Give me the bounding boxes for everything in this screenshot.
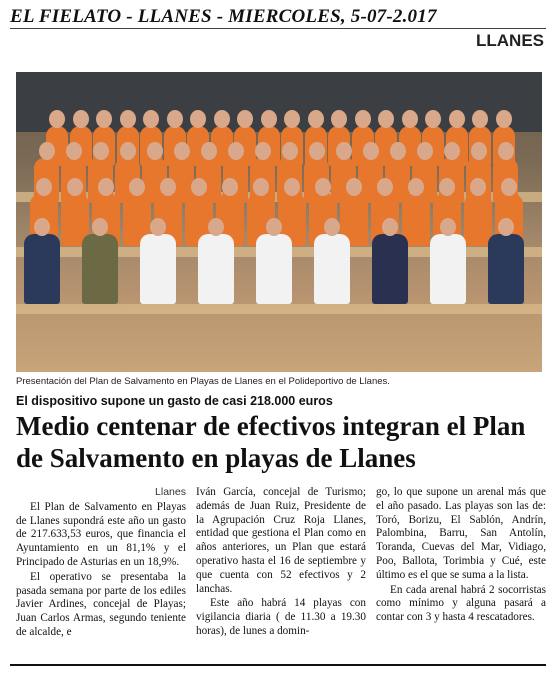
photo-figure-head bbox=[147, 142, 163, 160]
photo-figure-head bbox=[174, 142, 190, 160]
article-paragraph: Este año habrá 14 playas con vigilancia diaria ( de 11.30 a 19.30 horas), de lunes a domin- bbox=[196, 597, 366, 637]
photo-figure-head bbox=[73, 110, 89, 128]
photo-figure-head bbox=[49, 110, 65, 128]
photo-figure-head bbox=[98, 178, 114, 196]
photo-figure-head bbox=[129, 178, 145, 196]
photo-figure bbox=[372, 234, 408, 304]
photo-figure-head bbox=[402, 110, 418, 128]
photo-figure-head bbox=[39, 142, 55, 160]
photo-figure-head bbox=[501, 178, 517, 196]
photo-figure-head bbox=[470, 178, 486, 196]
photo-figure-head bbox=[425, 110, 441, 128]
photo-figure-head bbox=[237, 110, 253, 128]
photo-figure-head bbox=[315, 178, 331, 196]
photo-figure bbox=[314, 234, 350, 304]
section-label: LLANES bbox=[476, 31, 544, 50]
photo-figure-head bbox=[498, 218, 514, 236]
photo-figure-head bbox=[253, 178, 269, 196]
photo-figure-head bbox=[92, 218, 108, 236]
photo-figure-head bbox=[66, 142, 82, 160]
photo-figure-head bbox=[308, 110, 324, 128]
article-column-3 bbox=[376, 486, 546, 625]
photo-figure-head bbox=[96, 110, 112, 128]
photo-figure-head bbox=[150, 218, 166, 236]
article-paragraph: En cada arenal habrá 2 socorristas como mínimo y alguna pasará a contar con 3 y hasta 4 rescatadores. bbox=[376, 583, 546, 624]
photo-figure-head bbox=[167, 110, 183, 128]
photo-figure-head bbox=[36, 178, 52, 196]
photo-figure-head bbox=[331, 110, 347, 128]
photo-figure-head bbox=[439, 178, 455, 196]
photo-figure-head bbox=[417, 142, 433, 160]
photo-figure-head bbox=[498, 142, 514, 160]
photo-figure bbox=[464, 194, 492, 246]
photo-figure-head bbox=[309, 142, 325, 160]
photo-figure-head bbox=[214, 110, 230, 128]
photo-figure-head bbox=[255, 142, 271, 160]
photo-figure-head bbox=[496, 110, 512, 128]
photo-figure-head bbox=[284, 110, 300, 128]
masthead: EL FIELATO - LLANES - MIERCOLES, 5-07-2.017 bbox=[10, 6, 437, 27]
photo-figure bbox=[430, 234, 466, 304]
photo-figure-head bbox=[355, 110, 371, 128]
photo-figure-head bbox=[143, 110, 159, 128]
article-paragraph: El Plan de Salvamento en Playas de Llanes supondrá este año un gasto de 217.633,53 euros, que financia el Ayuntamiento en un 81,1% y el Principado de Asturias en un 18,9%. bbox=[16, 500, 186, 568]
photo-figure-head bbox=[390, 142, 406, 160]
photo-figure bbox=[24, 234, 60, 304]
photo-figure-head bbox=[208, 218, 224, 236]
photo-figure-head bbox=[440, 218, 456, 236]
photo-figure-head bbox=[120, 110, 136, 128]
photo-figure-head bbox=[382, 218, 398, 236]
photo-figure-head bbox=[346, 178, 362, 196]
photo-figure-head bbox=[444, 142, 460, 160]
photo-figure-head bbox=[324, 218, 340, 236]
photo-figure-head bbox=[34, 218, 50, 236]
photo-figure-head bbox=[191, 178, 207, 196]
photo-figure-head bbox=[472, 110, 488, 128]
photo-figure-head bbox=[378, 110, 394, 128]
photo-bench bbox=[16, 304, 542, 314]
photo-figure-head bbox=[67, 178, 83, 196]
photo-figure-head bbox=[282, 142, 298, 160]
article-paragraph: El operativo se presentaba la pasada semana por parte de los ediles Javier Ardines, concejal de Playas; Juan Carlos Armas, segundo teniente de alcalde, e bbox=[16, 570, 186, 638]
article-column-1 bbox=[16, 486, 186, 640]
photo-figure bbox=[488, 234, 524, 304]
photo-figure-head bbox=[266, 218, 282, 236]
photo-figure bbox=[198, 234, 234, 304]
photo-figure bbox=[82, 234, 118, 304]
photo-figure-head bbox=[190, 110, 206, 128]
photo-figure-head bbox=[377, 178, 393, 196]
photo-figure-head bbox=[284, 178, 300, 196]
photo-figure-head bbox=[449, 110, 465, 128]
photo-figure bbox=[140, 234, 176, 304]
photo-figure-head bbox=[336, 142, 352, 160]
photo-figure-head bbox=[120, 142, 136, 160]
photo-figure-head bbox=[408, 178, 424, 196]
article-subhead: El dispositivo supone un gasto de casi 218.000 euros bbox=[16, 394, 333, 408]
article-paragraph: Iván García, concejal de Turismo; además de Juan Ruiz, Presidente de la Agrupación Cruz Roja Llanes, entidad que gestiona el Plan como en años anteriores, un Plan que estará operativo hasta el 16 de septiembre y que cuenta con 52 efectivos y 2 lanchas. bbox=[196, 486, 366, 595]
photo-figure bbox=[256, 234, 292, 304]
photo-figure-head bbox=[228, 142, 244, 160]
article-column-2 bbox=[196, 486, 366, 639]
article-paragraph: go, lo que supone un arenal más que el año pasado. Las playas son las de: Toró, Borizu, El Sablón, Andrín, Palombina, Barru, San Antolín, Toranda, Cuevas del Mar, Vidiago, Poo, Ballota, Torimbia y Cué, este último es el que se suma a la lista. bbox=[376, 486, 546, 581]
photo-figure-head bbox=[363, 142, 379, 160]
photo-figure-head bbox=[261, 110, 277, 128]
photo-caption: Presentación del Plan de Salvamento en Playas de Llanes en el Polideportivo de Llanes. bbox=[16, 376, 390, 387]
page-bottom-rule bbox=[10, 664, 546, 666]
photo-figure-head bbox=[93, 142, 109, 160]
article-headline: Medio centenar de efectivos integran el Plan de Salvamento en playas de Llanes bbox=[16, 411, 526, 473]
article-byline: Llanes bbox=[155, 486, 186, 498]
photo-figure-head bbox=[222, 178, 238, 196]
photo-figure-head bbox=[471, 142, 487, 160]
photo-figure-head bbox=[160, 178, 176, 196]
masthead-rule bbox=[10, 28, 546, 29]
photo-figure-head bbox=[201, 142, 217, 160]
group-photo bbox=[16, 72, 542, 372]
